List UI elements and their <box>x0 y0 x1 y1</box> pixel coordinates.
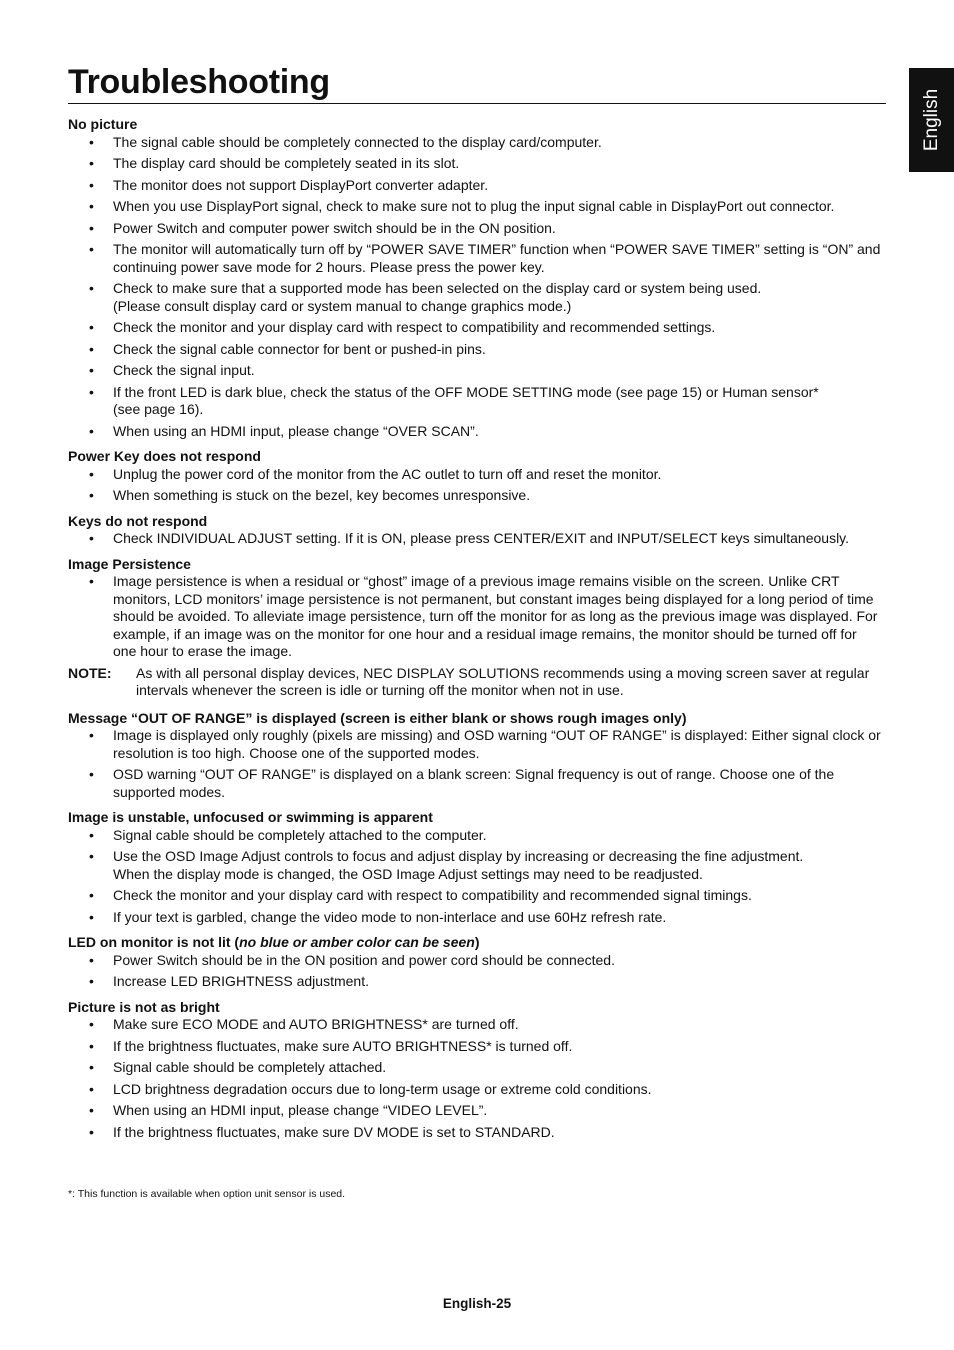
list-item <box>68 177 882 195</box>
bullet-icon: • <box>89 1080 94 1097</box>
list-item-text: Check INDIVIDUAL ADJUST setting. If it is ON, please press CENTER/EXIT and INPUT/SELECT keys simultaneously. <box>113 530 850 546</box>
bullet-icon: • <box>89 319 94 335</box>
troubleshooting-content <box>68 115 882 1148</box>
list-item <box>68 1016 882 1034</box>
list-item-text: When using an HDMI input, please change “VIDEO LEVEL”. <box>113 1102 488 1118</box>
list-item <box>68 973 882 991</box>
bullet-list <box>68 727 882 801</box>
bullet-list <box>68 1016 882 1141</box>
list-item-text: If the brightness fluctuates, make sure AUTO BRIGHTNESS* is turned off. <box>113 1037 573 1054</box>
list-item-text: Image persistence is when a residual or “ghost” image of a previous image remains visible on the screen. Unlike CRT monitors, LCD monitors’ image persistence is not permanent, but constant images being displayed for a long period of time should be avoided. To alleviate image persistence, turn off the monitor for as long as the previous image was displayed. For example, if an image was on the monitor for one hour and a residual image remains, the monitor should be turned off for one hour to erase the image. <box>113 573 878 659</box>
bullet-icon: • <box>89 573 94 589</box>
bullet-icon: • <box>89 487 94 503</box>
bullet-icon: • <box>89 1123 94 1140</box>
list-item <box>68 848 882 883</box>
list-item <box>68 487 882 505</box>
list-item-text: Power Switch should be in the ON position and power cord should be connected. <box>113 951 615 968</box>
bullet-icon: • <box>89 530 94 546</box>
list-item-text: If your text is garbled, change the video mode to non-interlace and use 60Hz refresh rate. <box>113 908 667 925</box>
bullet-icon: • <box>89 133 94 150</box>
list-item <box>68 466 882 484</box>
list-item <box>68 155 882 173</box>
note <box>68 665 882 700</box>
list-item-text: Check the signal input. <box>113 362 255 378</box>
bullet-list <box>68 952 882 991</box>
bullet-icon: • <box>89 766 94 782</box>
list-item-text: Increase LED BRIGHTNESS adjustment. <box>113 973 369 989</box>
list-item <box>68 1124 882 1142</box>
list-item-text: Use the OSD Image Adjust controls to focus and adjust display by increasing or decreasing the fine adjustment. When the display mode is changed, the OSD Image Adjust settings may need to be readjusted. <box>113 848 804 882</box>
bullet-icon: • <box>89 848 94 864</box>
list-item-text: Signal cable should be completely attached. <box>113 1059 387 1075</box>
list-item-text: LCD brightness degradation occurs due to long-term usage or extreme cold conditions. <box>113 1080 652 1097</box>
list-item-text: When something is stuck on the bezel, key becomes unresponsive. <box>113 487 531 503</box>
list-item-text: Signal cable should be completely attached to the computer. <box>113 826 487 843</box>
section-out-of-range <box>68 709 882 802</box>
bullet-list <box>68 134 882 441</box>
list-item <box>68 423 882 441</box>
list-item <box>68 341 882 359</box>
bullet-icon: • <box>89 155 94 171</box>
list-item-text: OSD warning “OUT OF RANGE” is displayed on a blank screen: Signal frequency is out of range. Choose one of the supported modes. <box>113 766 835 800</box>
list-item-text: When you use DisplayPort signal, check to make sure not to plug the input signal cable in DisplayPort out connector. <box>113 198 835 214</box>
list-item <box>68 530 882 548</box>
list-item <box>68 1102 882 1120</box>
section-heading: No picture <box>68 116 138 132</box>
section-no-picture <box>68 115 882 440</box>
bullet-icon: • <box>89 973 94 989</box>
section-heading: Power Key does not respond <box>68 448 261 464</box>
bullet-list <box>68 573 882 661</box>
section-heading: Image is unstable, unfocused or swimming is apparent <box>68 809 433 825</box>
heading-suffix: ) <box>474 934 480 950</box>
list-item <box>68 573 882 661</box>
note-label: NOTE: <box>68 664 112 681</box>
bullet-icon: • <box>89 280 94 296</box>
language-tab-label: English <box>920 88 942 152</box>
bullet-icon: • <box>89 908 94 925</box>
heading-prefix: LED on monitor is not lit ( <box>68 934 240 950</box>
bullet-icon: • <box>89 1102 94 1118</box>
list-item <box>68 766 882 801</box>
bullet-icon: • <box>89 198 94 214</box>
bullet-icon: • <box>89 465 94 482</box>
bullet-icon: • <box>89 383 94 400</box>
bullet-list <box>68 827 882 927</box>
list-item <box>68 1038 882 1056</box>
bullet-icon: • <box>89 1016 94 1032</box>
section-picture-not-bright <box>68 998 882 1142</box>
section-heading: Keys do not respond <box>68 512 208 529</box>
footnote: *: This function is available when option unit sensor is used. <box>68 1188 346 1200</box>
list-item <box>68 909 882 927</box>
section-heading <box>68 933 882 952</box>
title-divider <box>68 103 886 104</box>
list-item <box>68 362 882 380</box>
list-item <box>68 198 882 216</box>
section-power-key <box>68 447 882 505</box>
list-item-text: The signal cable should be completely connected to the display card/computer. <box>113 133 602 150</box>
list-item <box>68 241 882 276</box>
bullet-list <box>68 466 882 505</box>
list-item <box>68 319 882 337</box>
list-item-text: Check the signal cable connector for bent or pushed-in pins. <box>113 340 486 357</box>
list-item <box>68 727 882 762</box>
bullet-icon: • <box>89 727 94 743</box>
section-heading: Picture is not as bright <box>68 998 220 1015</box>
bullet-icon: • <box>89 826 94 843</box>
heading-italic: no blue or amber color can be seen <box>239 934 475 950</box>
list-item-text: When using an HDMI input, please change “OVER SCAN”. <box>113 422 479 439</box>
list-item-text: The monitor will automatically turn off by “POWER SAVE TIMER” function when “POWER SAVE TIMER” setting is “ON” and continuing power save mode for 2 hours. Please press the power key. <box>113 241 881 275</box>
list-item-text: If the brightness fluctuates, make sure DV MODE is set to STANDARD. <box>113 1123 555 1140</box>
bullet-icon: • <box>89 219 94 236</box>
list-item-text: If the front LED is dark blue, check the status of the OFF MODE SETTING mode (see page 15) or Human sensor* (see page 16). <box>113 383 819 417</box>
section-heading: Image Persistence <box>68 555 191 572</box>
bullet-icon: • <box>89 1037 94 1054</box>
list-item-text: The monitor does not support DisplayPort converter adapter. <box>113 176 489 193</box>
list-item <box>68 134 882 152</box>
list-item <box>68 384 882 419</box>
list-item-text: Check to make sure that a supported mode has been selected on the display card or system being used. (Please consult display card or system manual to change graphics mode.) <box>113 280 762 314</box>
list-item <box>68 1059 882 1077</box>
bullet-icon: • <box>89 1059 94 1075</box>
bullet-icon: • <box>89 176 94 193</box>
bullet-list <box>68 530 882 548</box>
section-image-persistence <box>68 555 882 661</box>
list-item <box>68 827 882 845</box>
bullet-icon: • <box>89 362 94 378</box>
list-item-text: Check the monitor and your display card with respect to compatibility and recommended signal timings. <box>113 887 752 903</box>
list-item <box>68 220 882 238</box>
bullet-icon: • <box>89 951 94 968</box>
section-image-unstable <box>68 808 882 926</box>
page-title: Troubleshooting <box>68 63 330 101</box>
bullet-icon: • <box>89 887 94 903</box>
bullet-icon: • <box>89 422 94 439</box>
list-item-text: Unplug the power cord of the monitor from the AC outlet to turn off and reset the monitor. <box>113 465 662 482</box>
list-item <box>68 887 882 905</box>
section-heading: Message “OUT OF RANGE” is displayed (screen is either blank or shows rough images only) <box>68 709 687 726</box>
language-tab <box>909 68 954 172</box>
list-item-text: Power Switch and computer power switch should be in the ON position. <box>113 219 556 236</box>
list-item <box>68 952 882 970</box>
page-number: English-25 <box>442 1296 512 1311</box>
section-led-not-lit <box>68 933 882 991</box>
note-text: As with all personal display devices, NEC DISPLAY SOLUTIONS recommends using a moving screen saver at regular intervals whenever the screen is idle or turning off the monitor when not in use. <box>136 664 870 698</box>
list-item-text: Image is displayed only roughly (pixels are missing) and OSD warning “OUT OF RANGE” is displayed: Either signal clock or resolution is too high. Choose one of the supported modes. <box>113 727 881 761</box>
section-keys <box>68 512 882 548</box>
bullet-icon: • <box>89 340 94 357</box>
bullet-icon: • <box>89 241 94 257</box>
list-item-text: The display card should be completely seated in its slot. <box>113 155 460 171</box>
list-item <box>68 280 882 315</box>
list-item <box>68 1081 882 1099</box>
list-item-text: Make sure ECO MODE and AUTO BRIGHTNESS* are turned off. <box>113 1016 519 1032</box>
list-item-text: Check the monitor and your display card with respect to compatibility and recommended settings. <box>113 319 716 335</box>
